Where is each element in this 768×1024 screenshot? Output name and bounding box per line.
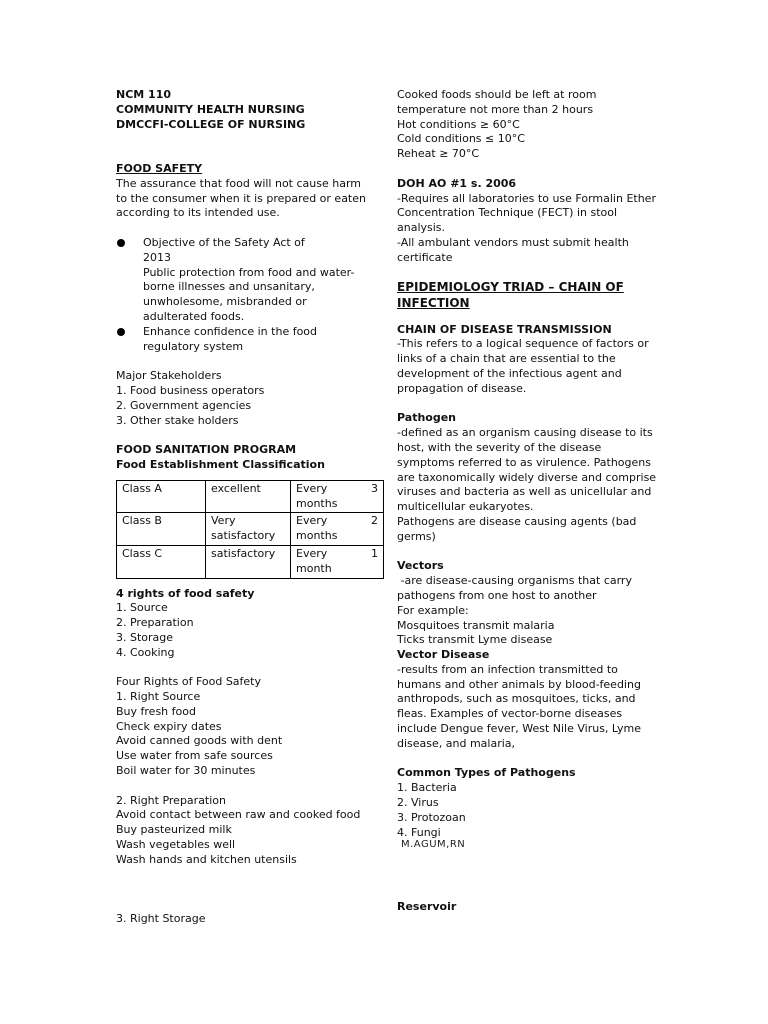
author-signature: M.AGUM,RN xyxy=(401,839,466,850)
pathogen-type-item: 1. Bacteria xyxy=(397,781,457,795)
rights-item: 1. Source xyxy=(116,601,168,615)
classification-subheading: Food Establishment Classification xyxy=(116,457,325,471)
right-column xyxy=(397,88,659,914)
rating-cell: Very satisfactory xyxy=(206,513,291,546)
rating-cell: excellent xyxy=(206,480,291,513)
frequency-number: 3 xyxy=(371,481,378,495)
frequency-cell xyxy=(291,513,384,546)
chain-heading: CHAIN OF DISEASE TRANSMISSION xyxy=(397,322,612,336)
four-rights-heading: Four Rights of Food Safety xyxy=(116,675,262,689)
prep-item: Wash vegetables well xyxy=(116,838,236,852)
pathogen-types-heading: Common Types of Pathogens xyxy=(397,766,576,780)
prep-item: Buy pasteurized milk xyxy=(116,823,232,837)
rating-cell: satisfactory xyxy=(206,545,291,578)
source-item: Boil water for 30 minutes xyxy=(116,764,256,778)
vectors-example: Mosquitoes transmit malaria xyxy=(397,618,555,632)
source-item: Buy fresh food xyxy=(116,704,196,718)
vector-disease-body: -results from an infection transmitted to humans and other animals by blood-feeding anthropods, such as mosquitoes, ticks, and fleas. Examples of vector-borne diseases include Dengue fever, West Nile Virus, Lyme disease, and malaria, xyxy=(397,662,642,750)
right-preparation-heading: 2. Right Preparation xyxy=(116,793,226,807)
hot-conditions: Hot conditions ≥ 60°C xyxy=(397,117,520,131)
food-safety-bullets xyxy=(116,236,366,354)
vectors-example: Ticks transmit Lyme disease xyxy=(397,633,553,647)
food-safety-heading: FOOD SAFETY xyxy=(116,161,203,175)
frequency-cell xyxy=(291,545,384,578)
triad-heading: EPIDEMIOLOGY TRIAD – CHAIN OF INFECTION xyxy=(397,279,624,310)
stakeholder-item: 1. Food business operators xyxy=(116,383,265,397)
pathogen-type-item: 3. Protozoan xyxy=(397,810,466,824)
vectors-heading: Vectors xyxy=(397,559,444,573)
prep-item: Wash hands and kitchen utensils xyxy=(116,852,297,866)
frequency-text: Every months xyxy=(296,514,338,543)
rights-heading: 4 rights of food safety xyxy=(116,586,255,600)
food-safety-definition: The assurance that food will not cause harm to the consumer when it is prepared or eaten according to its intended use. xyxy=(116,176,366,220)
frequency-cell xyxy=(291,480,384,513)
table-row xyxy=(117,545,384,578)
course-title: COMMUNITY HEALTH NURSING xyxy=(116,102,305,116)
doh-item: -All ambulant vendors must submit health certificate xyxy=(397,235,629,264)
class-cell: Class B xyxy=(117,513,206,546)
stakeholders-heading: Major Stakeholders xyxy=(116,369,222,383)
frequency-text: Every months xyxy=(296,481,338,510)
left-column xyxy=(116,88,378,927)
reheat: Reheat ≥ 70°C xyxy=(397,147,480,161)
frequency-number: 1 xyxy=(371,546,378,560)
pathogen-definition: -defined as an organism causing disease to its host, with the severity of the disease symptoms referred to as virulence. Pathogens are taxonomically widely diverse and comprise viruses and bacteria as well as unicellular and multicellular eukaryotes. xyxy=(397,426,657,514)
cooked-line: temperature not more than 2 hours xyxy=(397,102,594,116)
frequency-number: 2 xyxy=(371,514,378,528)
cold-conditions: Cold conditions ≤ 10°C xyxy=(397,132,525,146)
rights-item: 4. Cooking xyxy=(116,645,175,659)
source-item: Avoid canned goods with dent xyxy=(116,734,283,748)
pathogen-note: Pathogens are disease causing agents (bad germs) xyxy=(397,514,637,543)
stakeholder-item: 2. Government agencies xyxy=(116,398,252,412)
doh-heading: DOH AO #1 s. 2006 xyxy=(397,176,517,190)
right-source-heading: 1. Right Source xyxy=(116,690,201,704)
vectors-body: -are disease-causing organisms that carry pathogens from one host to another xyxy=(397,574,636,602)
frequency-text: Every month xyxy=(296,546,332,575)
bullet-objective-body: Public protection from food and water-borne illnesses and unsanitary, unwholesome, misbranded or adulterated foods. xyxy=(143,265,355,323)
stakeholder-item: 3. Other stake holders xyxy=(116,413,239,427)
rights-item: 3. Storage xyxy=(116,630,174,644)
pathogen-heading: Pathogen xyxy=(397,411,457,425)
rights-item: 2. Preparation xyxy=(116,616,194,630)
doh-item: -Requires all laboratories to use Formalin Ether Concentration Technique (FECT) in stool analysis. xyxy=(397,191,656,235)
pathogen-type-item: 4. Fungi xyxy=(397,825,441,839)
pathogen-type-item: 2. Virus xyxy=(397,796,439,810)
vectors-example-label: For example: xyxy=(397,603,469,617)
table-row xyxy=(117,480,384,513)
source-item: Check expiry dates xyxy=(116,719,222,733)
bullet-objective xyxy=(116,236,366,325)
reservoir-heading: Reservoir xyxy=(397,899,457,913)
bullet-confidence xyxy=(116,325,366,355)
bullet-confidence-text: Enhance confidence in the food regulatory system xyxy=(143,324,318,353)
course-code: NCM 110 xyxy=(116,88,172,101)
bullet-objective-line1: Objective of the Safety Act of xyxy=(143,235,305,249)
prep-item: Avoid contact between raw and cooked food xyxy=(116,808,361,822)
right-storage-heading: 3. Right Storage xyxy=(116,912,206,926)
bullet-objective-line2: 2013 xyxy=(143,250,171,264)
college-name: DMCCFI-COLLEGE OF NURSING xyxy=(116,117,306,131)
table-row xyxy=(117,513,384,546)
class-cell: Class A xyxy=(117,480,206,513)
vector-disease-heading: Vector Disease xyxy=(397,648,490,662)
source-item: Use water from safe sources xyxy=(116,749,273,763)
sanitation-heading: FOOD SANITATION PROGRAM xyxy=(116,443,297,457)
class-cell: Class C xyxy=(117,545,206,578)
classification-table xyxy=(116,480,384,579)
chain-body: -This refers to a logical sequence of factors or links of a chain that are essential to the development of the infectious agent and propagation of disease. xyxy=(397,337,649,395)
cooked-line: Cooked foods should be left at room xyxy=(397,88,597,101)
